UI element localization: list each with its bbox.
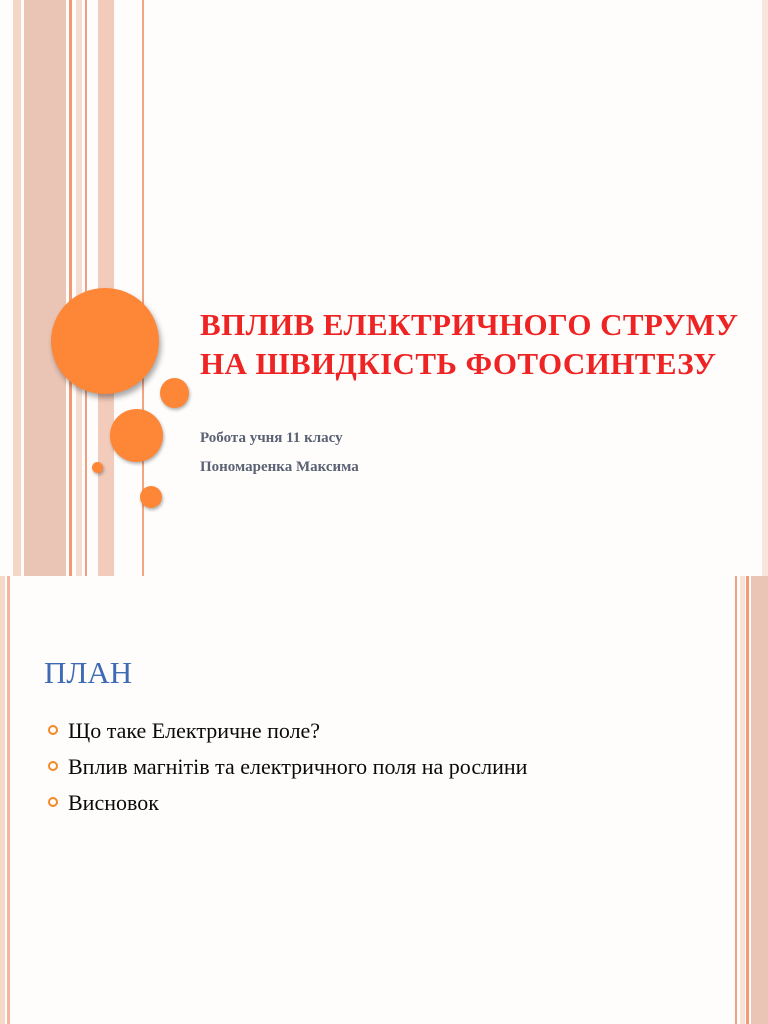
list-item <box>48 752 527 788</box>
decorative-stripe <box>746 576 749 1024</box>
decorative-stripe <box>13 0 21 576</box>
decorative-stripe <box>76 0 82 576</box>
bullet-text: Вплив магнітів та електричного поля на рослини <box>68 754 528 779</box>
subtitle-line-2: Пономаренка Максима <box>200 459 359 475</box>
decorative-stripe <box>751 576 768 1024</box>
decorative-circle-small <box>140 486 162 508</box>
bullet-text: Що таке Електричне поле? <box>68 718 321 743</box>
circle-bullet-icon <box>48 761 58 771</box>
decorative-stripe <box>0 576 5 1024</box>
plan-heading: ПЛАН <box>44 655 133 690</box>
decorative-stripe <box>7 576 10 1024</box>
list-item <box>48 788 527 824</box>
decorative-stripe <box>735 576 737 1024</box>
plan-bullet-list <box>48 716 527 824</box>
decorative-circle-large <box>51 288 159 394</box>
decorative-stripe <box>69 0 72 576</box>
circle-bullet-icon <box>48 797 58 807</box>
slide-title: ВПЛИВ ЕЛЕКТРИЧНОГО СТРУМУ НА ШВИДКІСТЬ ФОТОСИНТЕЗУ <box>200 307 739 381</box>
decorative-stripe <box>762 0 768 576</box>
list-item <box>48 716 527 752</box>
circle-bullet-icon <box>48 725 58 735</box>
subtitle-line-1: Робота учня 11 класу <box>200 430 343 446</box>
bullet-text: Висновок <box>68 790 159 815</box>
decorative-stripe <box>24 0 66 576</box>
decorative-circle-small <box>160 378 189 408</box>
decorative-stripe <box>85 0 87 576</box>
decorative-stripe <box>740 576 745 1024</box>
decorative-circle-medium <box>110 409 163 462</box>
decorative-circle-tiny <box>92 462 103 473</box>
